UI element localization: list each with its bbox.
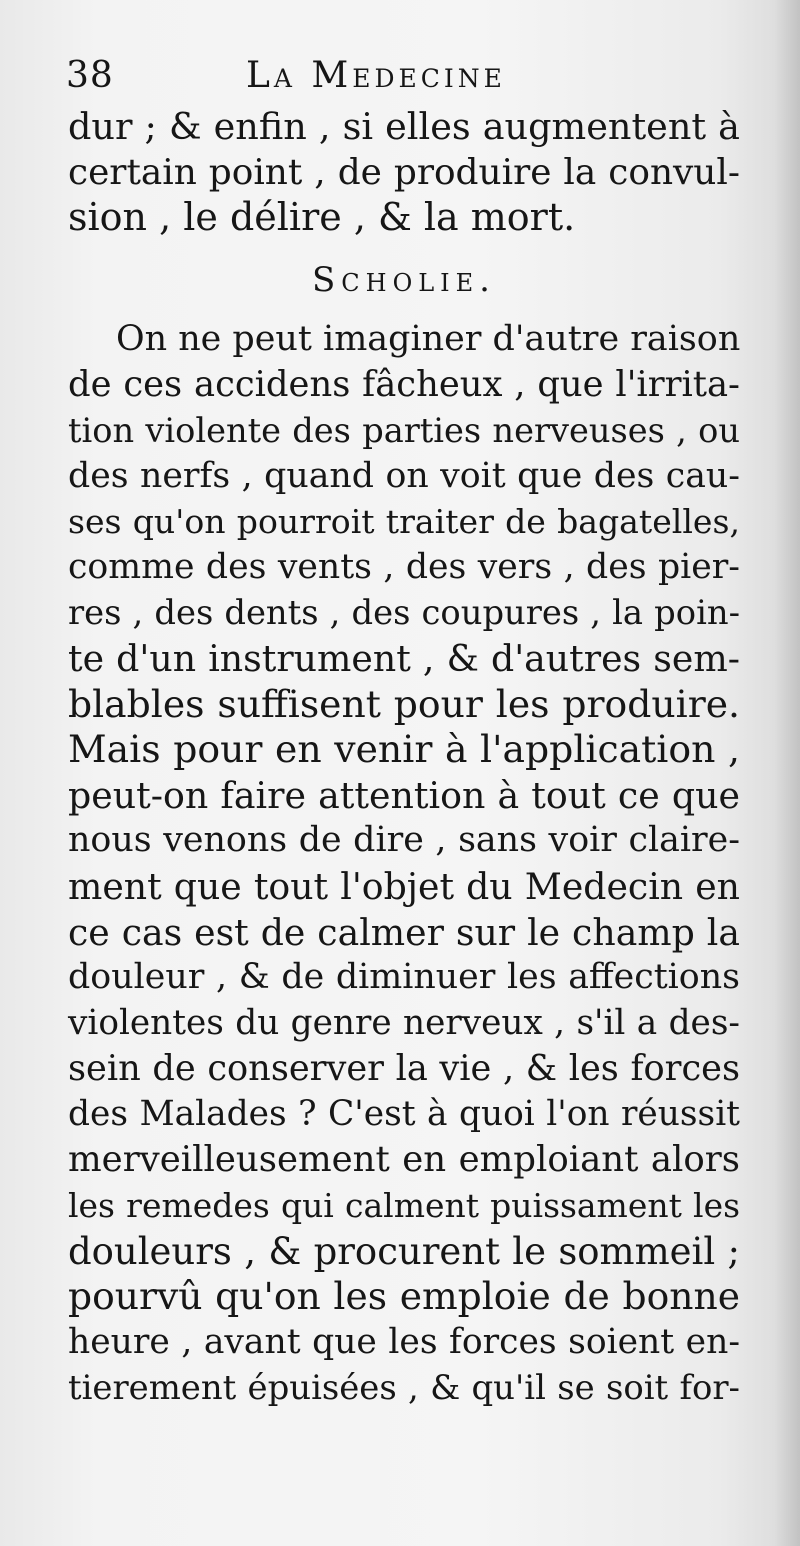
text-line: te d'un instrument , & d'autres sem-	[68, 636, 740, 680]
page-edge-shadow	[774, 0, 800, 1546]
text-line: merveilleusement en emploiant alors	[68, 1139, 740, 1181]
text-line: heure , avant que les forces soient en-	[68, 1321, 740, 1362]
text-line: les remedes qui calment puissament les	[68, 1186, 740, 1226]
text-line: blables suffisent pour les produire.	[68, 681, 740, 726]
text-line: douleur , & de diminuer les affections	[68, 957, 740, 998]
page-header	[66, 52, 746, 104]
text-line: tion violente des parties nerveuses , ou	[68, 410, 740, 450]
text-line: dur ; & enfin , si elles augmentent à	[68, 105, 740, 148]
text-line: certain point , de produire la convul-	[68, 151, 740, 193]
text-line: ment que tout l'objet du Medecin en	[68, 864, 740, 908]
page-number: 38	[66, 55, 114, 96]
text-line: comme des vents , des vers , des pier-	[68, 546, 740, 587]
text-line: nous venons de dire , sans voir claire-	[68, 820, 740, 861]
text-line: ce cas est de calmer sur le champ la	[68, 910, 740, 954]
running-title: La Medecine	[246, 55, 506, 96]
text-line: On ne peut imaginer d'autre raison	[116, 318, 741, 359]
text-line: douleurs , & procurent le sommeil ;	[68, 1229, 740, 1273]
text-line: des Malades ? C'est à quoi l'on réussit	[68, 1093, 740, 1134]
text-line: pourvû qu'on les emploie de bonne	[68, 1274, 740, 1319]
section-heading: Scholie.	[311, 259, 496, 300]
text-line: sion , le délire , & la mort.	[68, 195, 576, 240]
text-line: ses qu'on pourroit traiter de bagatelles,	[68, 502, 740, 542]
text-line: de ces accidens fâcheux , que l'irrita-	[68, 364, 740, 406]
text-line: tierement épuisées , & qu'il se soit for-	[68, 1368, 740, 1408]
text-line: violentes du genre nerveux , s'il a des-	[68, 1002, 740, 1043]
text-line: sein de conserver la vie , & les forces	[68, 1048, 740, 1090]
page-text	[68, 104, 740, 1411]
text-line: Mais pour en venir à l'application ,	[68, 727, 740, 772]
text-line: peut-on faire attention à tout ce que	[68, 773, 740, 817]
text-line: des nerfs , quand on voit que des cau-	[68, 455, 740, 496]
text-line: res , des dents , des coupures , la poin-	[68, 593, 740, 633]
